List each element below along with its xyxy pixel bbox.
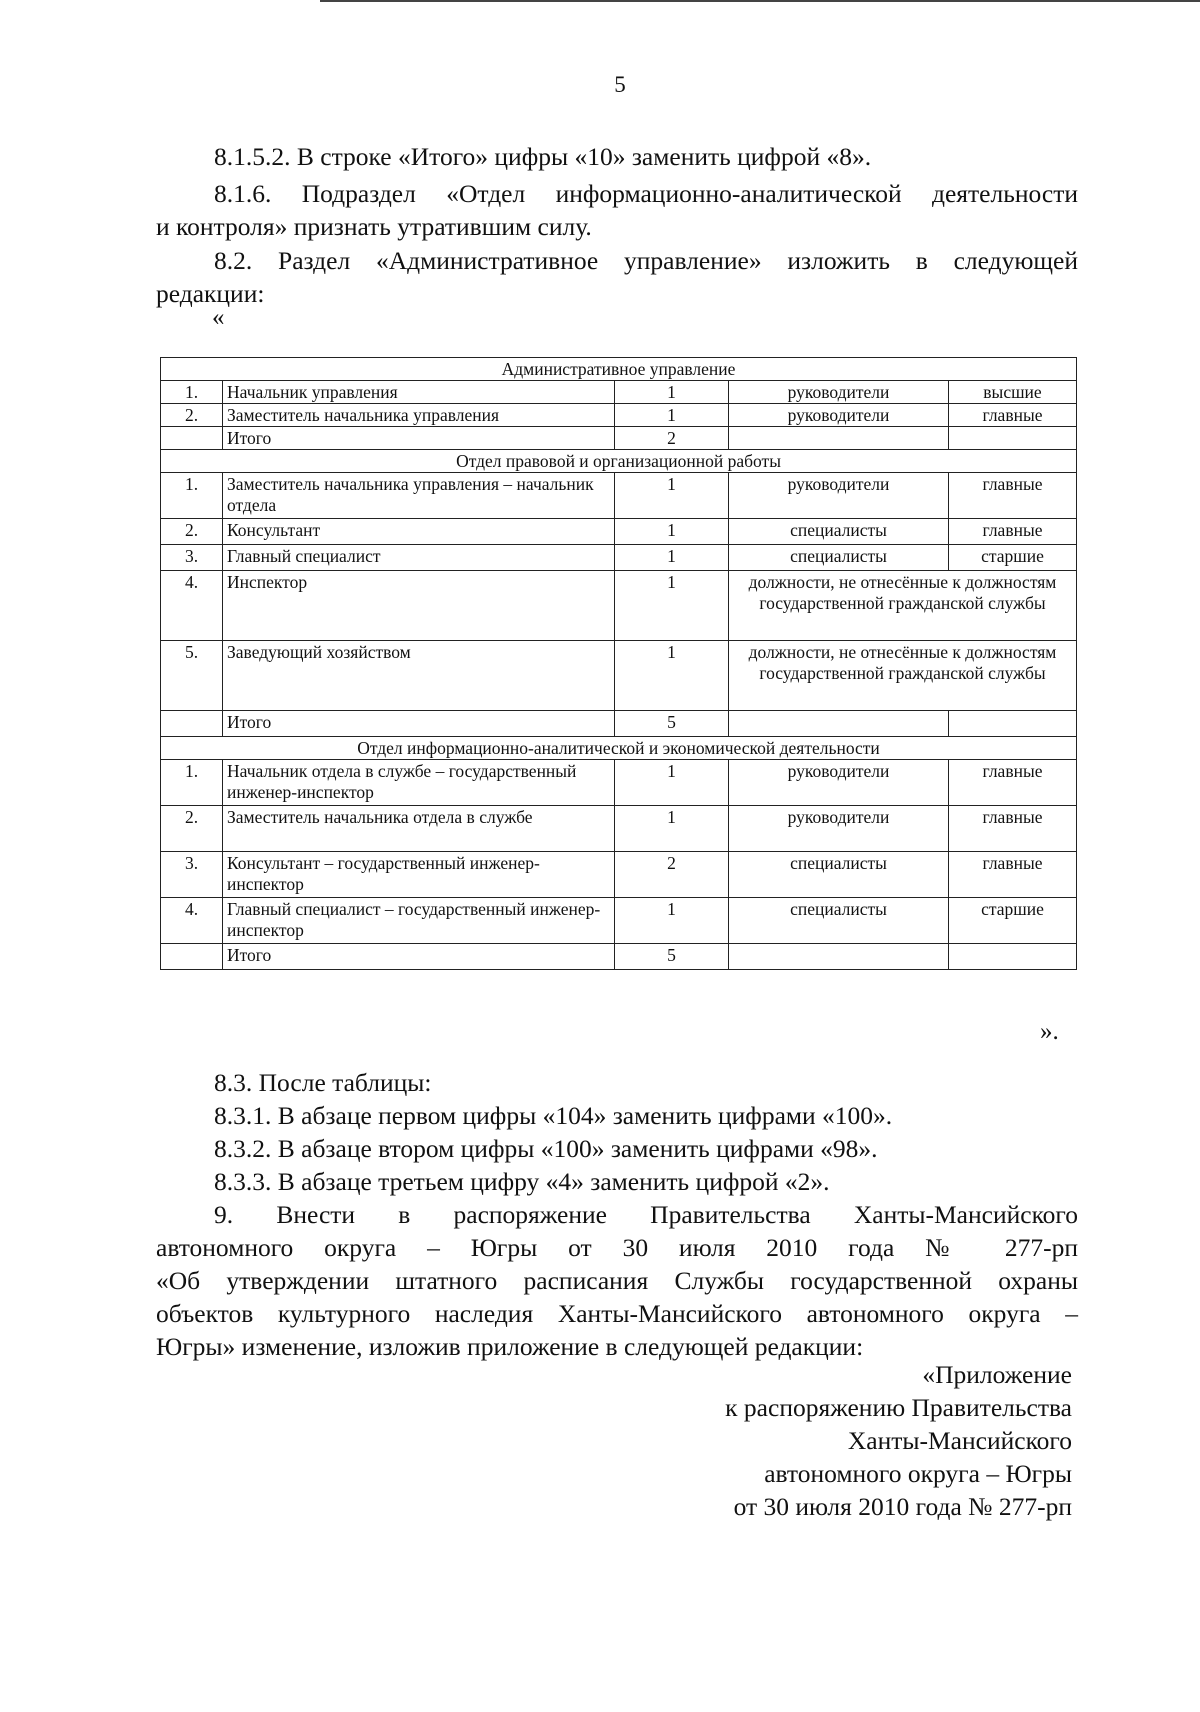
position-title: Заместитель начальника управления <box>223 404 615 427</box>
position-category: специалисты <box>729 898 949 944</box>
section-header <box>161 450 1077 473</box>
paragraph-8-2-line2: редакции: <box>156 279 265 308</box>
table-row <box>161 852 1077 898</box>
position-count: 1 <box>615 641 729 711</box>
row-number: 1. <box>161 760 223 806</box>
position-title: Консультант <box>223 519 615 545</box>
position-count: 1 <box>615 381 729 404</box>
position-category: руководители <box>729 806 949 852</box>
paragraph-9-line2: автономного округа – Югры от 30 июля 2010 года № 277-рп <box>156 1233 1078 1262</box>
page-number: 5 <box>614 72 626 97</box>
table-row <box>161 404 1077 427</box>
empty-cell <box>729 944 949 970</box>
position-category: специалисты <box>729 852 949 898</box>
total-label: Итого <box>223 427 615 450</box>
position-group: старшие <box>949 898 1077 944</box>
total-row <box>161 944 1077 970</box>
position-title: Инспектор <box>223 571 615 641</box>
position-title: Главный специалист <box>223 545 615 571</box>
appendix-line: автономного округа – Югры <box>764 1459 1072 1488</box>
table-row <box>161 641 1077 711</box>
position-count: 1 <box>615 519 729 545</box>
row-number: 4. <box>161 898 223 944</box>
row-number: 3. <box>161 545 223 571</box>
empty-cell <box>949 427 1077 450</box>
position-title: Начальник отдела в службе – государственный инженер-инспектор <box>223 760 615 806</box>
row-number: 2. <box>161 519 223 545</box>
top-edge-line <box>320 0 1200 2</box>
position-group: главные <box>949 404 1077 427</box>
row-number: 2. <box>161 806 223 852</box>
empty-cell <box>729 711 949 737</box>
paragraph-8-1-5-2: 8.1.5.2. В строке «Итого» цифры «10» заменить цифрой «8». <box>214 142 872 171</box>
paragraph-9-line5: Югры» изменение, изложив приложение в следующей редакции: <box>156 1332 864 1361</box>
section-title: Административное управление <box>161 358 1077 381</box>
table-row <box>161 898 1077 944</box>
table-row <box>161 381 1077 404</box>
empty-cell <box>161 427 223 450</box>
appendix-line: Ханты-Мансийского <box>847 1426 1072 1455</box>
position-count: 1 <box>615 898 729 944</box>
total-label: Итого <box>223 944 615 970</box>
appendix-line: от 30 июля 2010 года № 277-рп <box>733 1492 1072 1521</box>
paragraph-8-3-2: 8.3.2. В абзаце втором цифры «100» заменить цифрами «98». <box>214 1134 878 1163</box>
position-count: 1 <box>615 760 729 806</box>
position-category: руководители <box>729 404 949 427</box>
row-number: 1. <box>161 473 223 519</box>
row-number: 4. <box>161 571 223 641</box>
paragraph-8-2-line1: 8.2. Раздел «Административное управление» изложить в следующей <box>214 246 1078 275</box>
paragraph-9-line4: объектов культурного наследия Ханты-Мансийского автономного округа – <box>156 1299 1078 1328</box>
empty-cell <box>949 711 1077 737</box>
position-group: главные <box>949 806 1077 852</box>
total-label: Итого <box>223 711 615 737</box>
position-title: Заведующий хозяйством <box>223 641 615 711</box>
total-count: 5 <box>615 711 729 737</box>
table-row <box>161 760 1077 806</box>
position-category: руководители <box>729 473 949 519</box>
staff-table <box>160 357 1077 970</box>
position-count: 1 <box>615 571 729 641</box>
table-row <box>161 806 1077 852</box>
paragraph-9-line1: 9. Внести в распоряжение Правительства Ханты-Мансийского <box>214 1200 1078 1229</box>
paragraph-8-3: 8.3. После таблицы: <box>214 1068 432 1097</box>
total-count: 2 <box>615 427 729 450</box>
paragraph-8-3-3: 8.3.3. В абзаце третьем цифру «4» заменить цифрой «2». <box>214 1167 830 1196</box>
section-title: Отдел правовой и организационной работы <box>161 450 1077 473</box>
paragraph-8-3-1: 8.3.1. В абзаце первом цифры «104» заменить цифрами «100». <box>214 1101 893 1130</box>
position-count: 1 <box>615 473 729 519</box>
position-group: старшие <box>949 545 1077 571</box>
position-group: главные <box>949 519 1077 545</box>
position-group: высшие <box>949 381 1077 404</box>
table-row <box>161 519 1077 545</box>
position-group: главные <box>949 760 1077 806</box>
row-number: 3. <box>161 852 223 898</box>
total-row <box>161 427 1077 450</box>
paragraph-9-line3: «Об утверждении штатного расписания Службы государственной охраны <box>156 1266 1078 1295</box>
row-number: 2. <box>161 404 223 427</box>
section-header <box>161 358 1077 381</box>
paragraph-8-1-6-line2: и контроля» признать утратившим силу. <box>156 212 592 241</box>
appendix-header <box>560 1358 1072 1523</box>
appendix-line: «Приложение <box>922 1360 1072 1389</box>
closing-quote: ». <box>1040 1018 1059 1045</box>
empty-cell <box>949 944 1077 970</box>
table-row <box>161 545 1077 571</box>
position-title: Заместитель начальника отдела в службе <box>223 806 615 852</box>
position-group: главные <box>949 852 1077 898</box>
position-title: Главный специалист – государственный инженер-инспектор <box>223 898 615 944</box>
empty-cell <box>161 711 223 737</box>
empty-cell <box>729 427 949 450</box>
position-category: руководители <box>729 760 949 806</box>
position-category: должности, не отнесённые к должностям государственной гражданской службы <box>729 571 1077 641</box>
position-title: Заместитель начальника управления – начальник отдела <box>223 473 615 519</box>
table-row <box>161 473 1077 519</box>
opening-quote: « <box>212 304 225 331</box>
position-category: должности, не отнесённые к должностям государственной гражданской службы <box>729 641 1077 711</box>
position-count: 1 <box>615 806 729 852</box>
position-category: руководители <box>729 381 949 404</box>
table-row <box>161 571 1077 641</box>
position-count: 1 <box>615 404 729 427</box>
position-group: главные <box>949 473 1077 519</box>
position-count: 1 <box>615 545 729 571</box>
total-count: 5 <box>615 944 729 970</box>
position-count: 2 <box>615 852 729 898</box>
appendix-line: к распоряжению Правительства <box>725 1393 1072 1422</box>
empty-cell <box>161 944 223 970</box>
section-title: Отдел информационно-аналитической и экономической деятельности <box>161 737 1077 760</box>
section-header <box>161 737 1077 760</box>
paragraph-8-1-6-line1: 8.1.6. Подраздел «Отдел информационно-аналитической деятельности <box>214 179 1078 208</box>
row-number: 5. <box>161 641 223 711</box>
position-title: Консультант – государственный инженер-инспектор <box>223 852 615 898</box>
row-number: 1. <box>161 381 223 404</box>
position-category: специалисты <box>729 519 949 545</box>
position-category: специалисты <box>729 545 949 571</box>
position-title: Начальник управления <box>223 381 615 404</box>
total-row <box>161 711 1077 737</box>
